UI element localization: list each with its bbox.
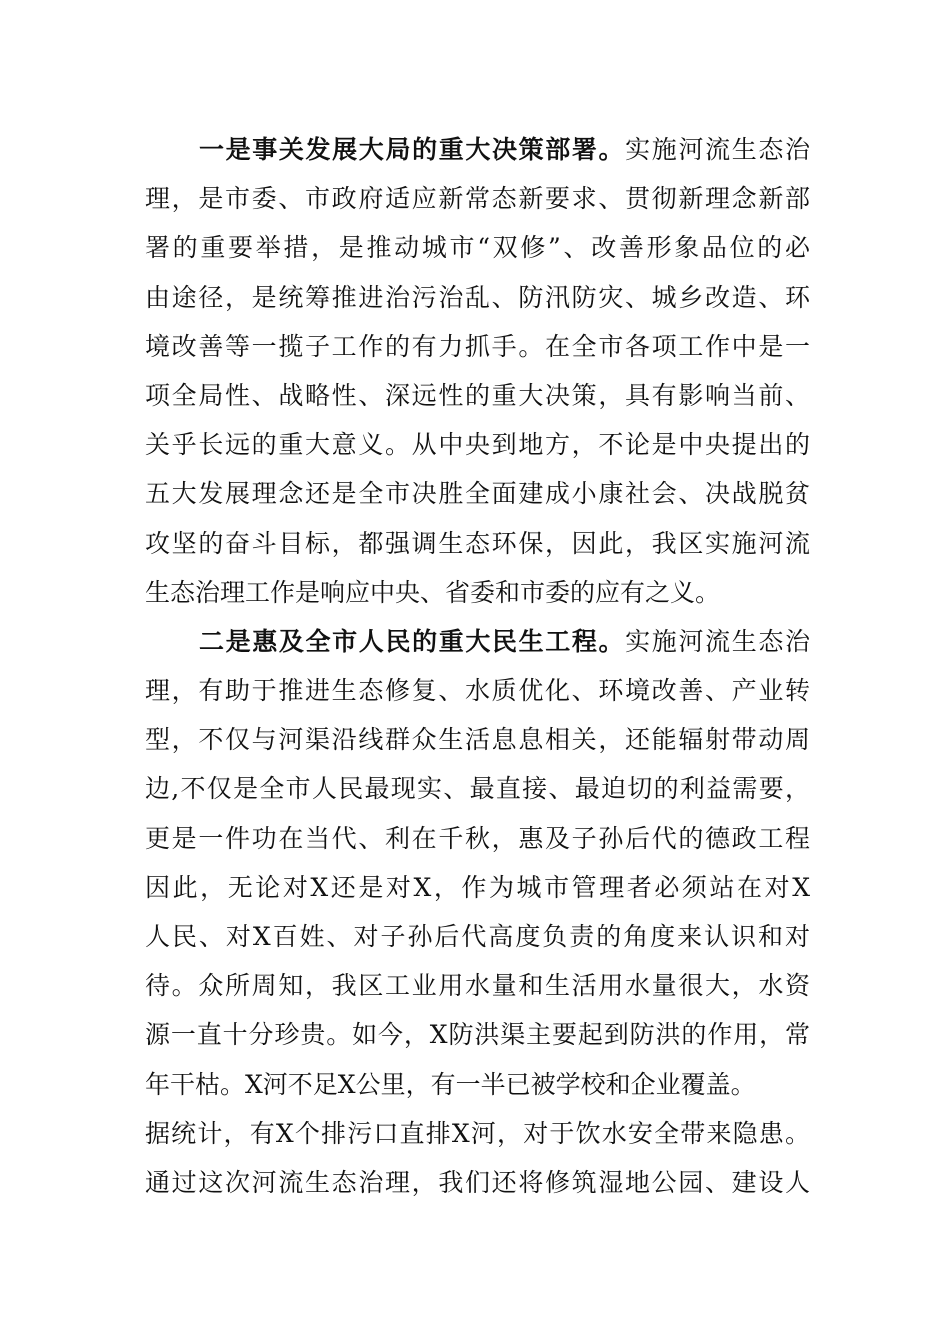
paragraph-line: 由途径，是统筹推进治污治乱、防汛防灾、城乡改造、环 [145, 282, 810, 312]
paragraph-heading: 一是事关发展大局的重大决策部署。 [199, 135, 626, 164]
paragraph-line: 据统计，有X个排污口直排X河，对于饮水安全带来隐患。 [145, 1118, 810, 1148]
paragraph-line: 攻坚的奋斗目标，都强调生态环保，因此，我区实施河流 [145, 528, 810, 558]
paragraph-last-line: 生态治理工作是响应中央、省委和市委的应有之义。 [145, 577, 721, 607]
paragraph-line: 年干枯。X河不足X公里，有一半已被学校和企业覆盖。 [145, 1069, 756, 1099]
paragraph-line: 源一直十分珍贵。如今，X防洪渠主要起到防洪的作用，常 [145, 1020, 810, 1050]
paragraph-text: 实施河流生态治 [625, 135, 810, 164]
paragraph-line: 待。众所周知，我区工业用水量和生活用水量很大，水资 [145, 971, 810, 1001]
paragraph-first-line [145, 125, 810, 174]
paragraph-line: 五大发展理念还是全市决胜全面建成小康社会、决战脱贫 [145, 479, 810, 509]
paragraph-line: 通过这次河流生态治理，我们还将修筑湿地公园、建设人 [145, 1167, 810, 1197]
paragraph-line: 署的重要举措，是推动城市“双修”、改善形象品位的必 [145, 233, 810, 263]
paragraph-line: 因此，无论对X还是对X，作为城市管理者必须站在对X [145, 872, 810, 902]
paragraph-text: 实施河流生态治 [625, 626, 810, 656]
paragraph-line: 理，是市委、市政府适应新常态新要求、贯彻新理念新部 [145, 184, 810, 214]
paragraph-line: 边,不仅是全市人民最现实、最直接、最迫切的利益需要， [145, 774, 810, 804]
paragraph-heading: 二是惠及全市人民的重大民生工程。 [199, 626, 626, 656]
paragraph-line: 项全局性、战略性、深远性的重大决策，具有影响当前、 [145, 380, 810, 410]
paragraph-first-line [145, 617, 810, 666]
paragraph-major-decision [145, 125, 810, 617]
paragraph-line: 型，不仅与河渠沿线群众生活息息相关，还能辐射带动周 [145, 725, 810, 755]
paragraph-line: 理，有助于推进生态修复、水质优化、环境改善、产业转 [145, 676, 810, 706]
paragraph-line: 关乎长远的重大意义。从中央到地方，不论是中央提出的 [145, 430, 810, 460]
paragraph-livelihood-project [145, 617, 810, 1207]
paragraph-line: 更是一件功在当代、利在千秋，惠及子孙后代的德政工程 [145, 823, 810, 853]
paragraph-line: 人民、对X百姓、对子孙后代高度负责的角度来认识和对 [145, 922, 810, 951]
paragraph-line: 境改善等一揽子工作的有力抓手。在全市各项工作中是一 [145, 331, 810, 361]
